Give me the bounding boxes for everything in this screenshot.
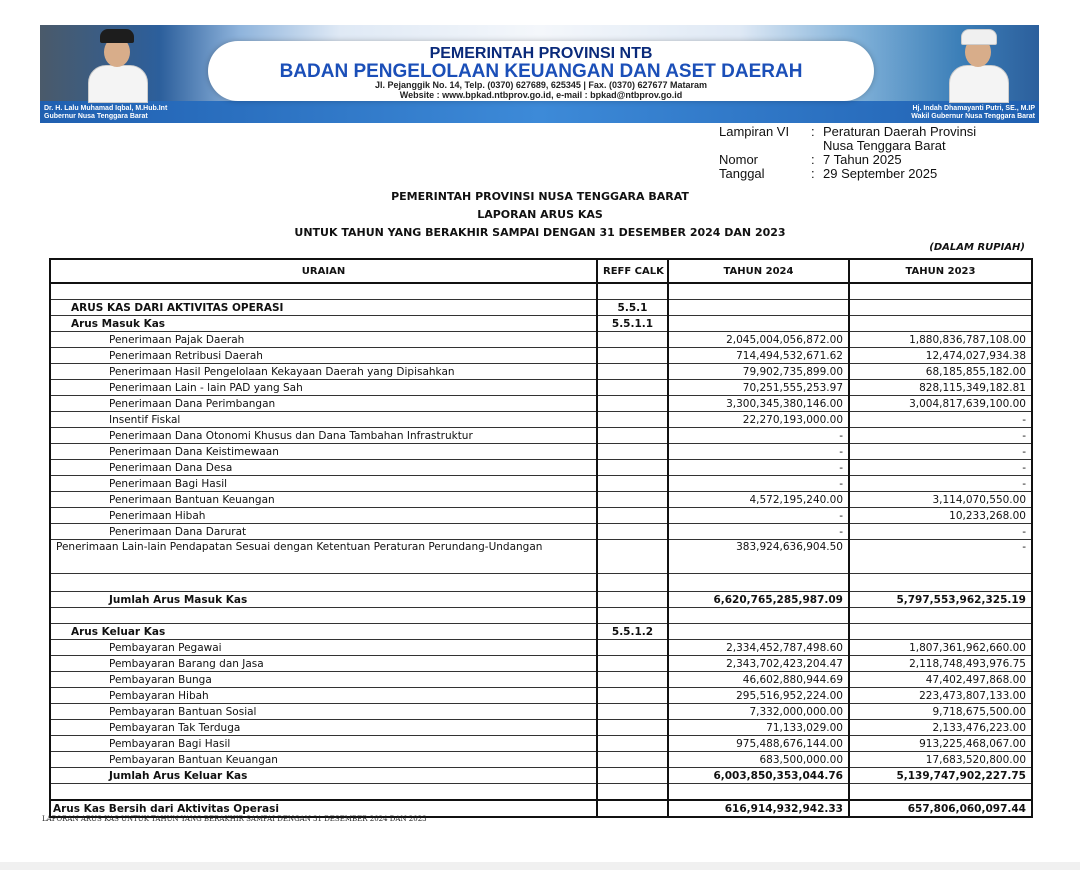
header-tahun-2024: TAHUN 2024 <box>668 259 849 283</box>
row-value-2024: - <box>668 476 849 492</box>
row-value-2023: 1,807,361,962,660.00 <box>849 640 1032 656</box>
row-value-2024: 383,924,636,904.50 <box>668 540 849 574</box>
table-row <box>50 428 1032 444</box>
row-ref <box>597 396 668 412</box>
row-value-2023 <box>849 316 1032 332</box>
table-row <box>50 348 1032 364</box>
banner-wave <box>40 101 1039 123</box>
banner-website: Website : www.bpkad.ntbprov.go.id, e-mail : bpkad@ntbprov.go.id <box>399 90 683 100</box>
table-row <box>50 688 1032 704</box>
row-ref <box>597 412 668 428</box>
row-value-2023 <box>849 283 1032 300</box>
row-value-2023: 3,114,070,550.00 <box>849 492 1032 508</box>
row-label: Penerimaan Dana Desa <box>50 460 597 476</box>
row-label: Penerimaan Dana Otonomi Khusus dan Dana Tambahan Infrastruktur <box>50 428 597 444</box>
table-row <box>50 574 1032 592</box>
row-ref <box>597 540 668 574</box>
table-row <box>50 640 1032 656</box>
table-row <box>50 460 1032 476</box>
row-ref <box>597 752 668 768</box>
lampiran-value-2: Nusa Tenggara Barat <box>823 138 946 153</box>
row-label: Arus Kas Bersih dari Aktivitas Operasi <box>50 800 597 817</box>
report-title-2: LAPORAN ARUS KAS <box>477 208 603 221</box>
row-ref <box>597 608 668 624</box>
row-ref <box>597 460 668 476</box>
table-row <box>50 624 1032 640</box>
governor-role: Gubernur Nusa Tenggara Barat <box>44 113 148 120</box>
row-value-2023: 223,473,807,133.00 <box>849 688 1032 704</box>
tanggal-label: Tanggal <box>719 166 765 181</box>
row-value-2023: 2,133,476,223.00 <box>849 720 1032 736</box>
nomor-value: 7 Tahun 2025 <box>823 152 902 167</box>
table-row <box>50 300 1032 316</box>
row-value-2023: - <box>849 524 1032 540</box>
row-value-2024: 70,251,555,253.97 <box>668 380 849 396</box>
table-row <box>50 784 1032 801</box>
governor-name: Dr. H. Lalu Muhamad Iqbal, M.Hub.Int <box>44 105 168 112</box>
row-value-2024: 3,300,345,380,146.00 <box>668 396 849 412</box>
row-value-2024: 6,003,850,353,044.76 <box>668 768 849 784</box>
row-value-2023: 10,233,268.00 <box>849 508 1032 524</box>
row-label <box>50 283 597 300</box>
colon: : <box>811 166 815 181</box>
row-ref: 5.5.1 <box>597 300 668 316</box>
row-value-2024 <box>668 608 849 624</box>
row-value-2023 <box>849 624 1032 640</box>
row-ref <box>597 592 668 608</box>
row-value-2024: 2,045,004,056,872.00 <box>668 332 849 348</box>
row-ref <box>597 476 668 492</box>
colon: : <box>811 152 815 167</box>
row-ref <box>597 332 668 348</box>
row-ref: 5.5.1.1 <box>597 316 668 332</box>
row-value-2023 <box>849 784 1032 801</box>
row-label: Pembayaran Bunga <box>50 672 597 688</box>
row-value-2023 <box>849 300 1032 316</box>
row-value-2023 <box>849 608 1032 624</box>
row-value-2024: 616,914,932,942.33 <box>668 800 849 817</box>
row-label: Pembayaran Pegawai <box>50 640 597 656</box>
tanggal-value: 29 September 2025 <box>823 166 938 181</box>
row-label: Arus Masuk Kas <box>50 316 597 332</box>
table-header-row <box>50 259 1032 283</box>
banner-address: Jl. Pejanggik No. 14, Telp. (0370) 627689, 625345 | Fax. (0370) 627677 Mataram <box>374 80 708 90</box>
row-value-2023: 3,004,817,639,100.00 <box>849 396 1032 412</box>
table-row <box>50 672 1032 688</box>
row-value-2024: 46,602,880,944.69 <box>668 672 849 688</box>
vice-governor-name: Hj. Indah Dhamayanti Putri, SE., M.IP <box>912 105 1035 112</box>
row-value-2023: 9,718,675,500.00 <box>849 704 1032 720</box>
row-ref <box>597 736 668 752</box>
row-value-2024: - <box>668 508 849 524</box>
row-ref <box>597 283 668 300</box>
table-row <box>50 332 1032 348</box>
row-value-2024: 2,334,452,787,498.60 <box>668 640 849 656</box>
row-label: Pembayaran Bantuan Sosial <box>50 704 597 720</box>
banner-title-2: BADAN PENGELOLAAN KEUANGAN DAN ASET DAERAH <box>279 61 803 82</box>
row-value-2023: 828,115,349,182.81 <box>849 380 1032 396</box>
banner-title-1: PEMERINTAH PROVINSI NTB <box>429 45 653 62</box>
row-value-2024: 71,133,029.00 <box>668 720 849 736</box>
row-label: Penerimaan Dana Darurat <box>50 524 597 540</box>
table-row <box>50 283 1032 300</box>
row-label: Penerimaan Lain - lain PAD yang Sah <box>50 380 597 396</box>
row-ref <box>597 492 668 508</box>
row-value-2024 <box>668 300 849 316</box>
row-label: Penerimaan Pajak Daerah <box>50 332 597 348</box>
row-value-2024 <box>668 624 849 640</box>
table-row <box>50 768 1032 784</box>
table-row <box>50 316 1032 332</box>
row-value-2023: - <box>849 476 1032 492</box>
row-ref <box>597 768 668 784</box>
report-title-3: UNTUK TAHUN YANG BERAKHIR SAMPAI DENGAN 31 DESEMBER 2024 DAN 2023 <box>294 226 786 239</box>
lampiran-label: Lampiran VI <box>719 124 790 139</box>
row-value-2024 <box>668 283 849 300</box>
row-label: Penerimaan Hibah <box>50 508 597 524</box>
currency-unit: (DALAM RUPIAH) <box>929 242 1025 253</box>
table-row <box>50 592 1032 608</box>
lampiran-value: Peraturan Daerah Provinsi <box>823 124 977 139</box>
row-ref <box>597 524 668 540</box>
row-ref <box>597 784 668 801</box>
bottom-band <box>0 862 1080 870</box>
row-label: Penerimaan Dana Perimbangan <box>50 396 597 412</box>
row-value-2024 <box>668 574 849 592</box>
vice-governor-role: Wakil Gubernur Nusa Tenggara Barat <box>911 113 1035 120</box>
table-row <box>50 656 1032 672</box>
table-row <box>50 492 1032 508</box>
table-body <box>50 283 1032 817</box>
row-value-2024: 79,902,735,899.00 <box>668 364 849 380</box>
row-value-2023: 47,402,497,868.00 <box>849 672 1032 688</box>
row-value-2024: - <box>668 524 849 540</box>
row-value-2023: 913,225,468,067.00 <box>849 736 1032 752</box>
letterhead-banner <box>40 25 1039 123</box>
row-label: Penerimaan Retribusi Daerah <box>50 348 597 364</box>
row-ref <box>597 574 668 592</box>
row-ref <box>597 640 668 656</box>
table-row <box>50 412 1032 428</box>
row-label: Pembayaran Barang dan Jasa <box>50 656 597 672</box>
row-label: Insentif Fiskal <box>50 412 597 428</box>
row-label <box>50 574 597 592</box>
row-label: Pembayaran Bantuan Keuangan <box>50 752 597 768</box>
row-ref <box>597 704 668 720</box>
table-row <box>50 720 1032 736</box>
row-value-2023: - <box>849 444 1032 460</box>
table-row <box>50 508 1032 524</box>
row-label: Arus Keluar Kas <box>50 624 597 640</box>
row-value-2024: 975,488,676,144.00 <box>668 736 849 752</box>
table-row <box>50 476 1032 492</box>
nomor-label: Nomor <box>719 152 759 167</box>
row-label <box>50 608 597 624</box>
row-ref <box>597 720 668 736</box>
row-label: Penerimaan Bagi Hasil <box>50 476 597 492</box>
row-value-2024 <box>668 316 849 332</box>
row-value-2023: - <box>849 540 1032 574</box>
row-value-2024: 2,343,702,423,204.47 <box>668 656 849 672</box>
row-ref <box>597 800 668 817</box>
row-value-2024 <box>668 784 849 801</box>
table-row <box>50 396 1032 412</box>
row-value-2024: 7,332,000,000.00 <box>668 704 849 720</box>
cash-flow-table <box>49 258 1033 818</box>
header-uraian: URAIAN <box>50 259 597 283</box>
row-value-2023: - <box>849 428 1032 444</box>
table-row <box>50 444 1032 460</box>
governor-caption <box>44 105 167 121</box>
row-value-2024: - <box>668 444 849 460</box>
row-ref <box>597 364 668 380</box>
table-row <box>50 364 1032 380</box>
row-value-2023: 5,139,747,902,227.75 <box>849 768 1032 784</box>
document-meta <box>719 125 976 181</box>
row-value-2024: 683,500,000.00 <box>668 752 849 768</box>
governor-photo <box>82 27 152 101</box>
row-value-2023: 1,880,836,787,108.00 <box>849 332 1032 348</box>
row-label: ARUS KAS DARI AKTIVITAS OPERASI <box>50 300 597 316</box>
row-ref <box>597 672 668 688</box>
table-row <box>50 540 1032 574</box>
row-label <box>50 784 597 801</box>
header-reff-calk: REFF CALK <box>597 259 668 283</box>
row-ref: 5.5.1.2 <box>597 624 668 640</box>
row-label: Jumlah Arus Masuk Kas <box>50 592 597 608</box>
row-label: Pembayaran Hibah <box>50 688 597 704</box>
row-label: Pembayaran Tak Terduga <box>50 720 597 736</box>
row-value-2024: 6,620,765,285,987.09 <box>668 592 849 608</box>
row-value-2023 <box>849 574 1032 592</box>
row-ref <box>597 380 668 396</box>
row-value-2024: - <box>668 460 849 476</box>
colon: : <box>811 124 815 139</box>
row-value-2023: 12,474,027,934.38 <box>849 348 1032 364</box>
row-value-2024: - <box>668 428 849 444</box>
row-value-2023: 5,797,553,962,325.19 <box>849 592 1032 608</box>
table-row <box>50 380 1032 396</box>
table-row <box>50 736 1032 752</box>
row-label: Pembayaran Bagi Hasil <box>50 736 597 752</box>
row-ref <box>597 656 668 672</box>
page-footer: LAPORAN ARUS KAS UNTUK TAHUN YANG BERAKHIR SAMPAI DENGAN 31 DESEMBER 2024 DAN 2023 <box>42 815 427 823</box>
table-row <box>50 608 1032 624</box>
table-row <box>50 524 1032 540</box>
row-ref <box>597 444 668 460</box>
row-value-2024: 4,572,195,240.00 <box>668 492 849 508</box>
row-label: Penerimaan Dana Keistimewaan <box>50 444 597 460</box>
header-tahun-2023: TAHUN 2023 <box>849 259 1032 283</box>
row-value-2023: 17,683,520,800.00 <box>849 752 1032 768</box>
row-value-2023: - <box>849 460 1032 476</box>
row-value-2024: 714,494,532,671.62 <box>668 348 849 364</box>
table-row <box>50 752 1032 768</box>
row-label: Jumlah Arus Keluar Kas <box>50 768 597 784</box>
row-label: Penerimaan Lain-lain Pendapatan Sesuai dengan Ketentuan Peraturan Perundang-Undangan <box>50 540 597 574</box>
row-label: Penerimaan Bantuan Keuangan <box>50 492 597 508</box>
row-value-2023: 2,118,748,493,976.75 <box>849 656 1032 672</box>
table-row <box>50 704 1032 720</box>
row-value-2023: - <box>849 412 1032 428</box>
row-value-2024: 295,516,952,224.00 <box>668 688 849 704</box>
row-ref <box>597 688 668 704</box>
row-ref <box>597 428 668 444</box>
vice-governor-photo <box>943 27 1013 101</box>
vice-governor-caption <box>911 105 1035 121</box>
row-value-2024: 22,270,193,000.00 <box>668 412 849 428</box>
report-title-1: PEMERINTAH PROVINSI NUSA TENGGARA BARAT <box>391 190 689 203</box>
row-label: Penerimaan Hasil Pengelolaan Kekayaan Daerah yang Dipisahkan <box>50 364 597 380</box>
row-value-2023: 68,185,855,182.00 <box>849 364 1032 380</box>
row-ref <box>597 348 668 364</box>
row-value-2023: 657,806,060,097.44 <box>849 800 1032 817</box>
row-ref <box>597 508 668 524</box>
